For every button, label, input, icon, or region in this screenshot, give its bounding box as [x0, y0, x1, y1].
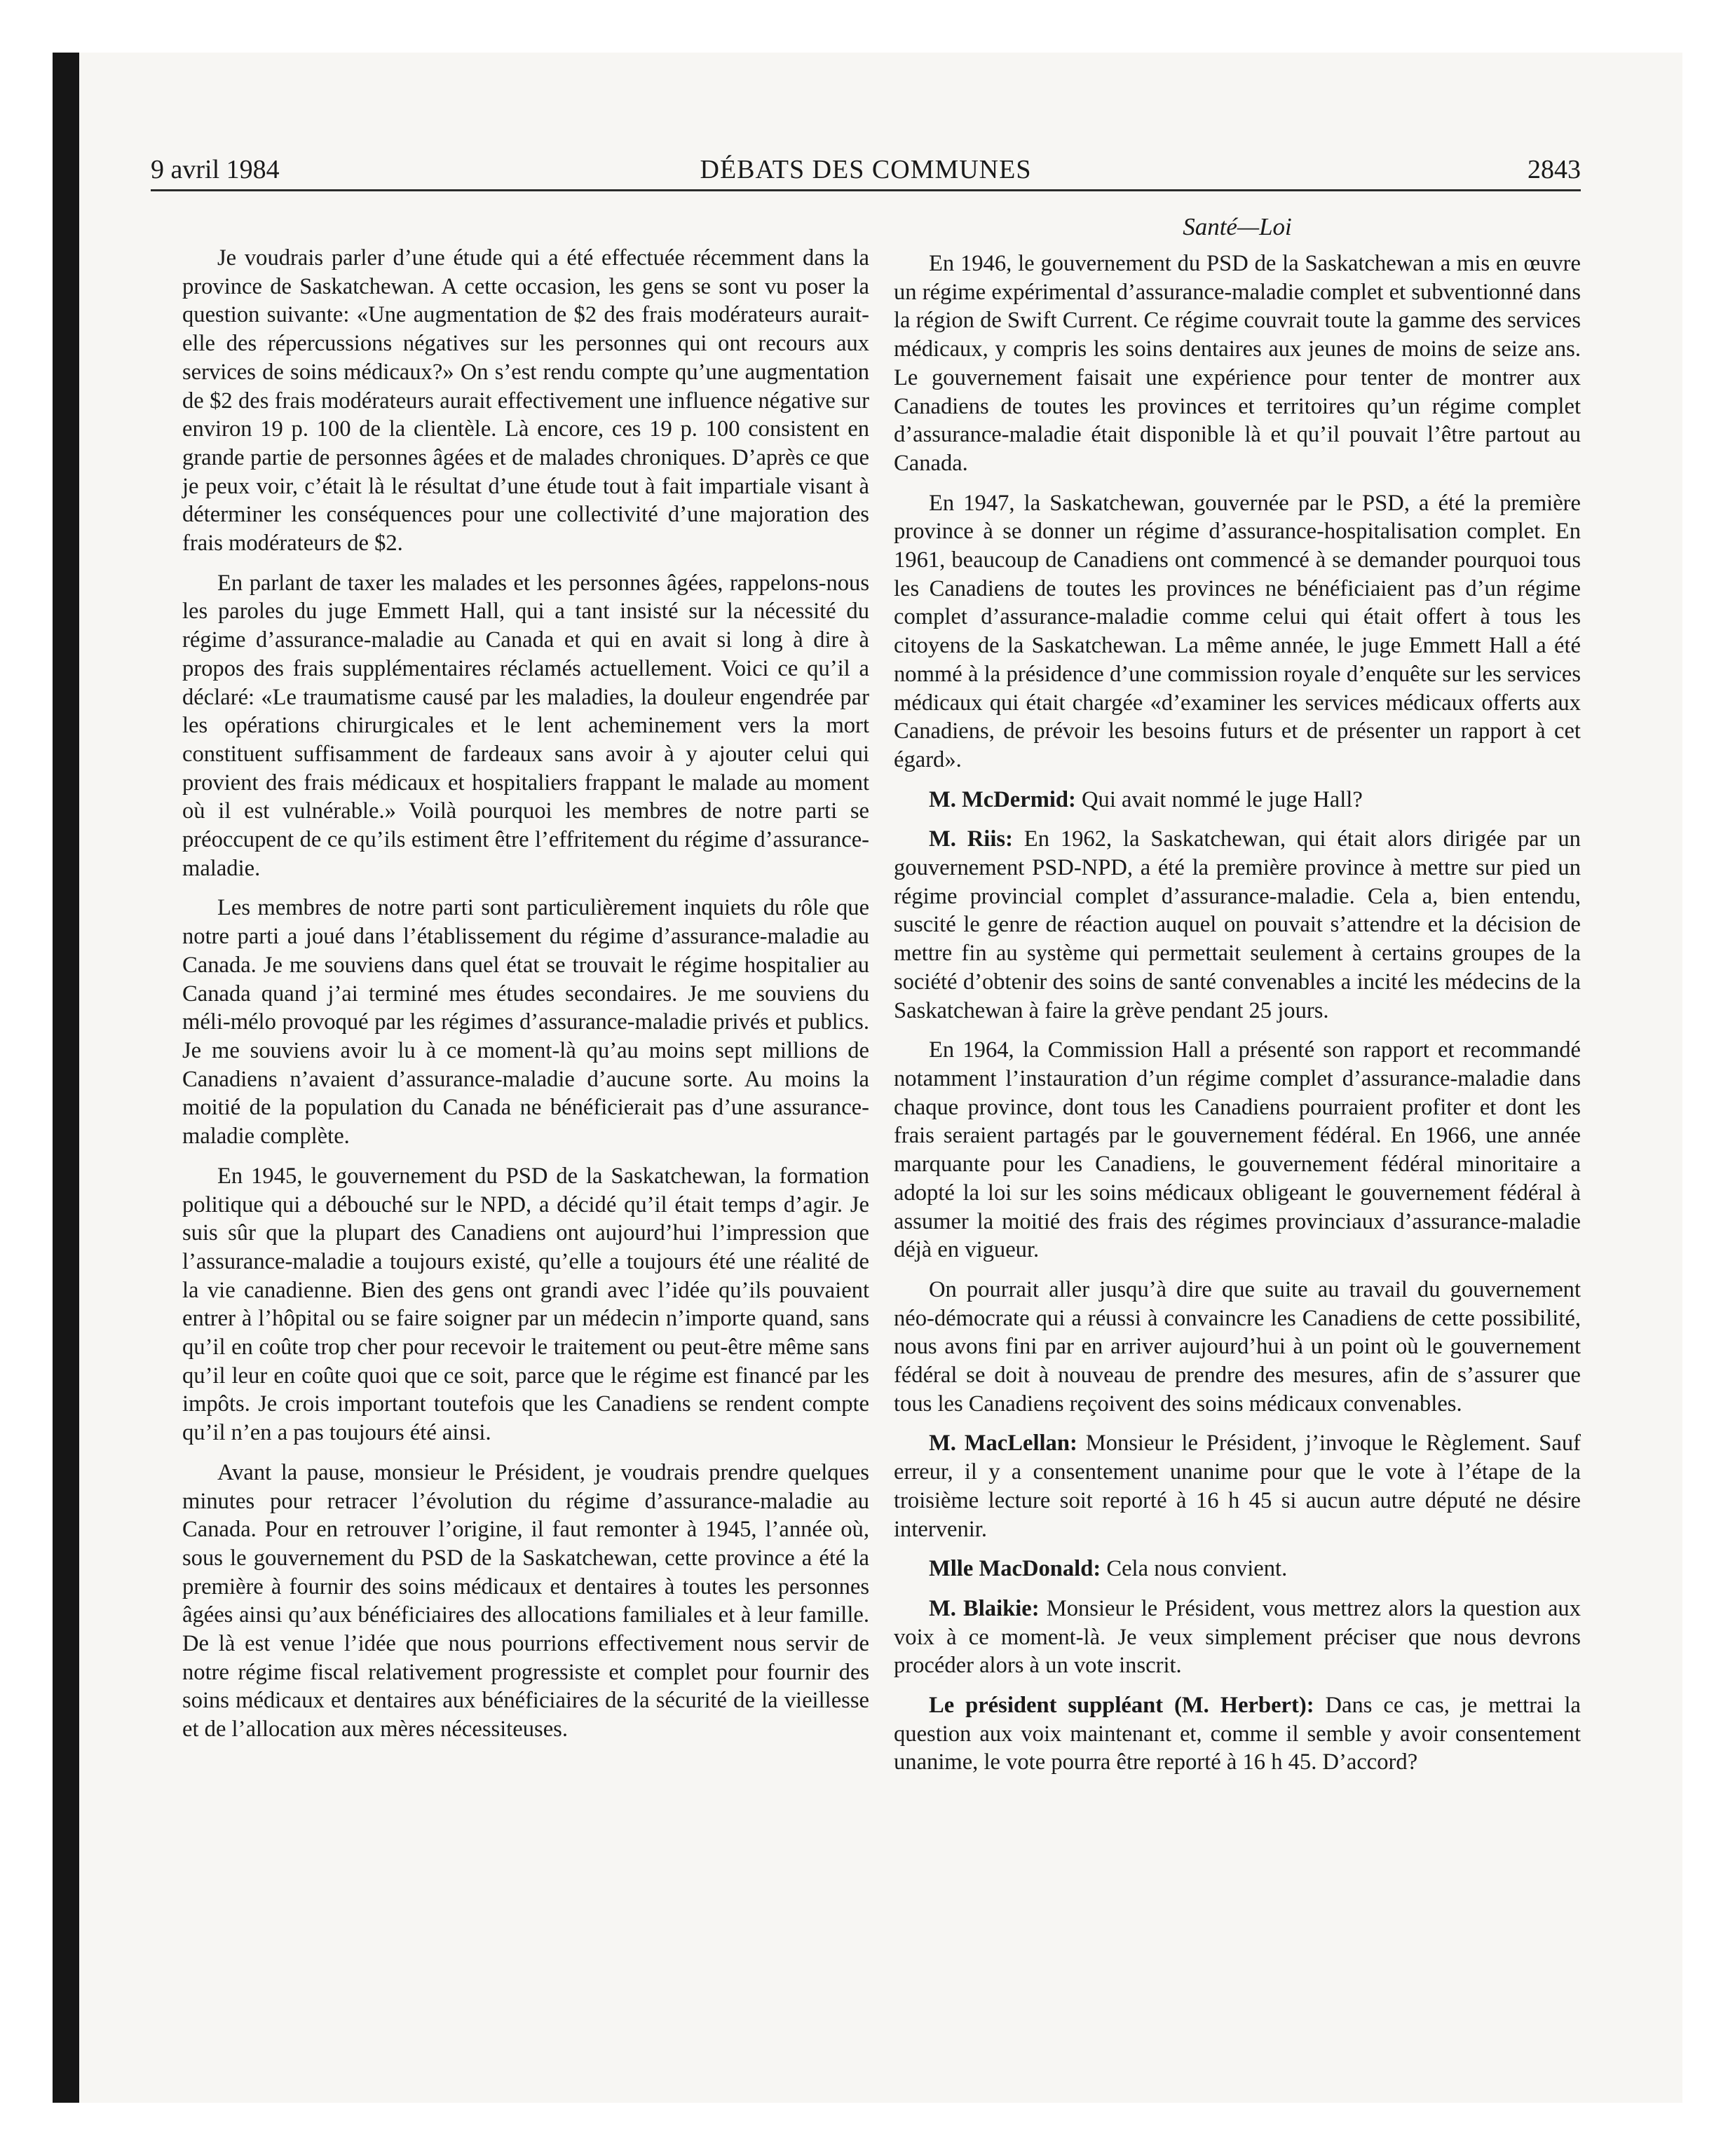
paragraph	[894, 1276, 1581, 1419]
page-header	[151, 150, 1581, 191]
speech-text: En 1962, la Saskatchewan, qui était alors dirigée par un gouvernement PSD-NPD, a été la première province à mettre sur pied un régime provincial complet d’assurance-maladie. Cela a, bien entendu, suscité le genre de réaction auquel on pouvait s’attendre et la décision de mettre fin au système qui permettait seulement à certains groupes de la société d’obtenir des soins de santé convenables a incité les médecins de la Saskatchewan à faire la grève pendant 25 jours.	[894, 826, 1581, 1023]
paragraph-text: On pourrait aller jusqu’à dire que suite au travail du gouvernement néo-démocrate qui a réussi à convaincre les Canadiens de cette possibilité, nous avons fini par en arriver aujourd’hui à un point où le gouvernement fédéral se doit à nouveau de prendre des mesures, afin de s’assurer que tous les Canadiens reçoivent des soins médicaux convenables.	[894, 1276, 1581, 1417]
scan-edge	[53, 53, 79, 2103]
header-title: DÉBATS DES COMMUNES	[700, 155, 1032, 184]
speech-text: Dans ce cas, je mettrai la question aux voix maintenant et, comme il semble y avoir consentement unanime, le vote pourra être reporté à 16 h 45. D’accord?	[894, 1693, 1581, 1775]
paragraph: En 1945, le gouvernement du PSD de la Saskatchewan, la formation politique qui a débouché sur le NPD, a décidé qu’il était temps d’agir. Je suis sûr que la plupart des Canadiens ont aujourd’hui l’impression que l’assurance-maladie a toujours existé, qu’elle a toujours été une réalité de la vie canadienne. Bien des gens ont grandi avec l’idée qu’ils pouvaient entrer à l’hôpital ou se faire soigner par un médecin n’importe quand, sans qu’il en coûte trop cher pour recevoir le traitement ou peut-être même sans qu’il leur en coûte quoi que ce soit, parce que le régime est financé par les impôts. Je crois important toutefois que les Canadiens se rendent compte qu’il n’en a pas toujours été ainsi.	[182, 1163, 869, 1446]
paragraph	[894, 1036, 1581, 1264]
speech-paragraph	[894, 1595, 1581, 1680]
paragraph: Avant la pause, monsieur le Président, je voudrais prendre quelques minutes pour retracer l’évolution du régime d’assurance-maladie au Canada. Pour en retrouver l’origine, il faut remonter à 1945, l’année où, sous le gouvernement du PSD de la Saskatchewan, cette province a été la première à fournir des soins médicaux et dentaires à toutes les personnes âgées ainsi qu’aux bénéficiaires des allocations familiales et à leur famille. De là est venue l’idée que nous pourrions effectivement nous servir de notre régime fiscal relativement progressiste et complet pour fournir des soins médicaux et dentaires aux bénéficiaires de la sécurité de la vieillesse et de l’allocation aux mères nécessiteuses.	[182, 1459, 869, 1742]
paragraph-text: En 1947, la Saskatchewan, gouvernée par le PSD, a été la première province à se donner un régime d’assurance-hospitalisation complet. En 1961, beaucoup de Canadiens ont commencé à se demander pourquoi tous les Canadiens de toutes les provinces ne bénéficiaient pas d’un régime complet d’assurance-maladie comme celui qui était offert à tous les citoyens de la Saskatchewan. La même année, le juge Emmett Hall a été nommé à la présidence d’une commission royale d’enquête sur les services médicaux qui était chargée «d’examiner les services médicaux offerts aux Canadiens, de prévoir les besoins futurs et de présenter un rapport à cet égard».	[894, 490, 1581, 772]
header-page-number: 2843	[1528, 155, 1581, 184]
running-title: Santé—Loi	[1183, 213, 1292, 240]
speaker-name: Mlle MacDonald:	[929, 1556, 1101, 1582]
speech-paragraph	[894, 1429, 1581, 1543]
speech-text: Cela nous convient.	[1106, 1556, 1288, 1582]
paragraph	[894, 489, 1581, 775]
speech-paragraph	[894, 1555, 1581, 1583]
paragraph-text: En 1946, le gouvernement du PSD de la Saskatchewan a mis en œuvre un régime expérimental d’assurance-maladie complet et subventionné dans la région de Swift Current. Ce régime couvrait toute la gamme des services médicaux, y compris les soins dentaires aux jeunes de moins de seize ans. Le gouvernement faisait une expérience pour tenter de montrer aux Canadiens de toutes les provinces et territoires qu’un régime complet d’assurance-maladie était disponible là et qu’il pouvait l’être partout au Canada.	[894, 251, 1581, 476]
speech-text: Qui avait nommé le juge Hall?	[1082, 786, 1363, 812]
paragraph: En parlant de taxer les malades et les personnes âgées, rappelons-nous les paroles du juge Emmett Hall, qui a tant insisté sur la nécessité du régime d’assurance-maladie au Canada et qui en avait si long à dire à propos des frais supplémentaires réclamés actuellement. Voici ce qu’il a déclaré: «Le traumatisme causé par les maladies, la douleur engendrée par les opérations chirurgicales et le lent acheminement vers la mort constituent suffisamment de fardeaux sans avoir à y ajouter celui qui provient des frais médicaux et hospitaliers frappant le malade au moment où il est vulnérable.» Voilà pourquoi les membres de notre parti se préoccupent de ce qu’ils estiment être l’effritement du régime d’assurance-maladie.	[182, 570, 869, 881]
speaker-name: M. Riis:	[929, 826, 1013, 852]
paragraph: Je voudrais parler d’une étude qui a été effectuée récemment dans la province de Saskatchewan. A cette occasion, les gens se sont vu poser la question suivante: «Une augmentation de $2 des frais modérateurs aurait-elle des répercussions négatives sur les personnes qui ont recours aux services de soins médicaux?» On s’est rendu compte qu’une augmentation de $2 des frais modérateurs aurait effectivement une influence négative sur environ 19 p. 100 de la clientèle. Là encore, ces 19 p. 100 consistent en grande partie de personnes âgées et de malades chroniques. D’après ce que je peux voir, c’était là le résultat d’une étude tout à fait impartiale visant à déterminer les conséquences pour une collectivité d’une majoration des frais modérateurs de $2.	[182, 245, 869, 557]
paragraph: Les membres de notre parti sont particulièrement inquiets du rôle que notre parti a joué dans l’établissement du régime d’assurance-maladie au Canada. Je me souviens dans quel état se trouvait le régime hospitalier au Canada quand j’ai terminé mes études secondaires. Je me souviens du méli-mélo provoqué par les régimes d’assurance-maladie privés et publics. Je me souviens avoir lu à ce moment-là qu’au moins sept millions de Canadiens n’avaient d’assurance-maladie d’aucune sorte. Au moins la moitié de la population du Canada ne bénéficierait pas d’une assurance-maladie complète.	[182, 895, 869, 1149]
header-date: 9 avril 1984	[151, 155, 280, 184]
speech-text: Monsieur le Président, j’invoque le Règlement. Sauf erreur, il y a consentement unanime pour que le vote à l’étape de la troisième lecture soit reporté à 16 h 45 si aucun autre député ne désire intervenir.	[894, 1431, 1581, 1542]
speech-text: Monsieur le Président, vous mettrez alors la question aux voix à ce moment-là. Je veux simplement préciser que nous devrons procéder alors à un vote inscrit.	[894, 1595, 1581, 1679]
speech-paragraph	[894, 1691, 1581, 1777]
paragraph-text: En 1964, la Commission Hall a présenté son rapport et recommandé notamment l’instauration d’un régime complet d’assurance-maladie dans chaque province, dont tous les Canadiens pourraient profiter et dont les frais seraient partagés par le gouvernement fédéral. En 1966, une année marquante pour les Canadiens, le gouvernement fédéral minoritaire a adopté la loi sur les soins médicaux obligeant le gouvernement fédéral à assumer la moitié des frais des régimes provinciaux d’assurance-maladie déjà en vigueur.	[894, 1037, 1581, 1263]
speech-paragraph	[894, 825, 1581, 1025]
left-column	[182, 244, 869, 1755]
speaker-name: M. McDermid:	[929, 786, 1076, 812]
speech-paragraph	[894, 786, 1581, 814]
right-column	[894, 210, 1581, 1788]
speaker-name: M. Blaikie:	[929, 1595, 1040, 1621]
speaker-name: Le président suppléant (M. Herbert):	[929, 1693, 1314, 1719]
paragraph	[894, 250, 1581, 478]
speaker-name: M. MacLellan:	[929, 1431, 1077, 1456]
